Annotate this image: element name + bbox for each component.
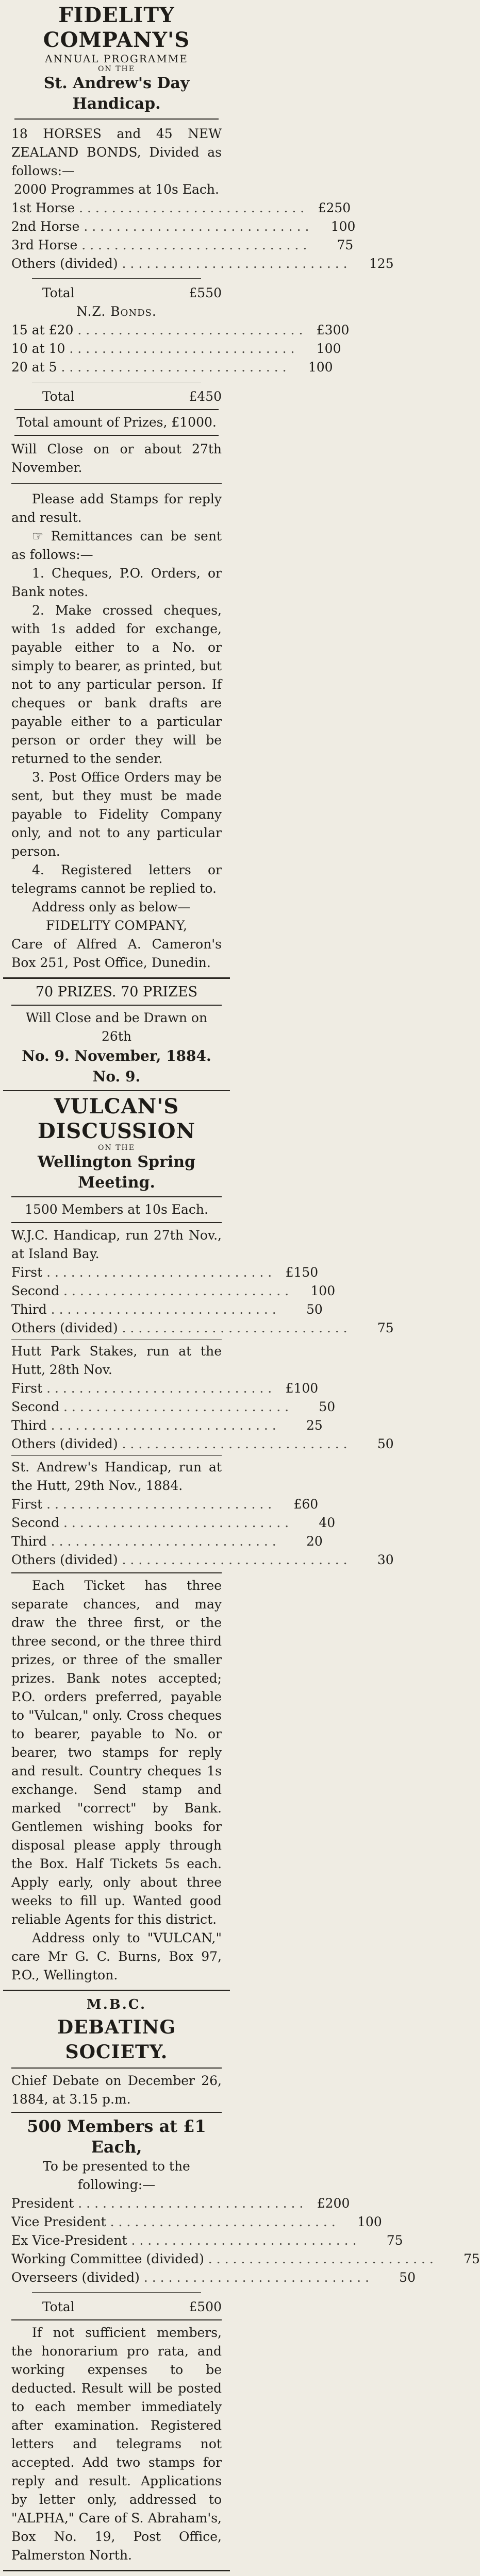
prize-amount: 100	[310, 1283, 336, 1298]
prize-amount: 40	[319, 1515, 336, 1530]
vulcan-title: VULCAN'S	[54, 1094, 179, 1118]
divider	[11, 2319, 222, 2320]
mbc-advert	[0, 1991, 480, 2570]
prize-row	[11, 1398, 336, 1416]
prize-amount: 30	[377, 1552, 394, 1567]
prize-row	[11, 2213, 382, 2231]
prize-label: Overseers (divided) . . .	[11, 2268, 369, 2287]
prize-row	[11, 321, 350, 340]
vulcan-on-the: ON THE	[98, 1144, 135, 1152]
prize-label: 10 at 10 . . .	[11, 340, 295, 358]
divider	[11, 1005, 222, 1006]
instruction-item: 1. Cheques, P.O. Orders, or Bank notes.	[11, 566, 222, 599]
prize-label: Second . . .	[11, 1514, 289, 1532]
prize-label: First . . .	[11, 1263, 272, 1282]
prize-row	[11, 255, 394, 273]
prize-row	[11, 2250, 480, 2268]
prize-amount: 100	[330, 219, 356, 234]
vulcan-body: Each Ticket has three separate chances, and may draw the three first, or the three second, or the three third prizes, or three of the smaller prizes. Bank notes accepted; P.O. orders preferred, payable to "Vulcan," only. Cross cheques to bearer, payable to No. or bearer, two stamps for reply and result. Country cheques 1s exchange. Send stamp and marked "correct" by Bank. Gentlemen wishing books for disposal please apply through the Box. Half Tickets 5s each. Apply early, only about three weeks to fill up. Wanted good reliable Agents for this district.	[11, 1578, 222, 1927]
prize-label: Third . . .	[11, 1300, 276, 1319]
fidelity-horse-total: Total £550	[42, 285, 222, 300]
vulcan-race1: W.J.C. Handicap, run 27th Nov., at Island Bay.	[11, 1228, 222, 1261]
prize-label: Others (divided) . . .	[11, 1551, 347, 1569]
mbc-subtitle: DEBATING SOCIETY.	[57, 2016, 176, 2063]
fidelity-instructions	[11, 564, 222, 898]
vulcan-race2-prizes	[11, 1379, 394, 1453]
prize-amount: 20	[306, 1534, 323, 1549]
prize-row	[11, 1282, 336, 1300]
prize-row	[11, 2194, 350, 2213]
mbc-title: M.B.C.	[86, 1997, 147, 2012]
fidelity-advert	[0, 0, 394, 977]
prize-amount: 100	[357, 2214, 382, 2229]
prize-amount: 75	[464, 2251, 480, 2266]
divider	[11, 2112, 222, 2113]
instruction-item: 4. Registered letters or telegrams cannot be replied to.	[11, 862, 222, 896]
prize-label: Second . . .	[11, 1398, 289, 1416]
fidelity-close-line: Will Close on or about 27th November.	[11, 442, 222, 475]
mbc-body: If not sufficient members, the honorarium pro rata, and working expenses to be deducted. Result will be posted to each member immediately after examination. Registered letters and telegrams not accepted. Add two stamps for reply and result. Applications by letter only, addressed to "ALPHA," Care of S. Abraham's, Box No. 19, Post Office, Palmerston North.	[11, 2325, 222, 2563]
vulcan-race1-prizes	[11, 1263, 394, 1337]
mbc-presented-line: To be presented to the following:—	[43, 2159, 190, 2192]
prize-amount: 125	[369, 256, 394, 271]
mbc-chief-line: Chief Debate on December 26, 1884, at 3.15 p.m.	[11, 2073, 222, 2107]
fidelity-title: FIDELITY COMPANY'S	[43, 3, 190, 52]
prize-label: Others (divided) . . .	[11, 1435, 347, 1453]
fidelity-stamps-note: Please add Stamps for reply and result.	[11, 492, 222, 525]
prize-row	[11, 340, 341, 358]
prize-label: Working Committee (divided) . . .	[11, 2250, 434, 2268]
seventy-prizes-advert	[0, 979, 233, 1087]
prize-amount: 75	[386, 2233, 403, 2248]
seventy-draw-date: No. 9. November, 1884. No. 9.	[22, 1047, 211, 1085]
divider	[11, 1222, 222, 1223]
prize-label: 1st Horse . . .	[11, 199, 304, 217]
prize-row	[11, 1532, 323, 1551]
prize-amount: 75	[377, 1320, 394, 1335]
prize-row	[11, 2268, 416, 2287]
pointing-hand-icon: ☞	[32, 529, 44, 544]
mbc-total: Total £500	[42, 2299, 222, 2314]
fidelity-on-the: ON THE	[98, 65, 135, 73]
prize-label: 20 at 5 . . .	[11, 358, 287, 377]
prize-amount: 25	[306, 1418, 323, 1433]
prize-row	[11, 199, 351, 217]
prize-label: President . . .	[11, 2194, 303, 2213]
fidelity-programmes-line: 2000 Programmes at 10s Each.	[14, 182, 219, 197]
vulcan-address: Address only to "VULCAN," care Mr G. C. Burns, Box 97, P.O., Wellington.	[11, 1930, 222, 1982]
prize-row	[11, 236, 354, 255]
divider	[11, 1455, 222, 1456]
divider	[32, 278, 201, 279]
vulcan-race3-prizes	[11, 1495, 394, 1569]
prize-amount: £100	[285, 1381, 319, 1396]
prize-label: Second . . .	[11, 1282, 289, 1300]
vulcan-members-line: 1500 Members at 10s Each.	[25, 1202, 208, 1217]
prize-amount: 100	[308, 360, 333, 375]
vulcan-event: Wellington Spring Meeting.	[37, 1153, 196, 1192]
prize-amount: £300	[316, 323, 350, 337]
instruction-item: 2. Make crossed cheques, with 1s added for exchange, payable either to a No. or simply to bearer, as printed, but not to any particular person. If cheques or bank drafts are payable either to a particular person or order they will be returned to the sender.	[11, 603, 222, 766]
prize-row	[11, 358, 333, 377]
fidelity-address-intro: Address only as below—	[32, 900, 191, 914]
prize-row	[11, 1379, 319, 1398]
prize-row	[11, 1435, 394, 1453]
prize-amount: £250	[318, 200, 351, 215]
mbc-members-line: 500 Members at £1 Each,	[27, 2116, 206, 2157]
prize-label: Third . . .	[11, 1416, 276, 1435]
fidelity-company: FIDELITY COMPANY,	[45, 918, 188, 933]
fidelity-bonds-heading: N.Z. Bonds.	[76, 304, 157, 319]
prize-label: 15 at £20 . . .	[11, 321, 303, 340]
prize-label: Third . . .	[11, 1532, 276, 1551]
prize-label: Vice President . . .	[11, 2213, 336, 2231]
vulcan-race3: St. Andrew's Handicap, run at the Hutt, 29th Nov., 1884.	[11, 1460, 222, 1493]
divider	[11, 1196, 222, 1197]
divider	[11, 1572, 222, 1573]
prize-amount: 75	[337, 238, 354, 252]
prize-amount: 50	[319, 1399, 336, 1414]
divider	[32, 2292, 201, 2293]
prize-amount: 100	[316, 341, 341, 356]
fidelity-address: Care of Alfred A. Cameron's Box 251, Post Office, Dunedin.	[11, 937, 222, 970]
fidelity-subtitle: ANNUAL PROGRAMME	[45, 53, 188, 65]
divider	[11, 2067, 222, 2069]
fidelity-total-prizes: Total amount of Prizes, £1000.	[16, 415, 217, 430]
mbc-prizes	[11, 2194, 480, 2287]
prize-label: 2nd Horse . . .	[11, 217, 309, 236]
prize-amount: £200	[317, 2196, 350, 2211]
divider	[11, 483, 222, 484]
prize-row	[11, 217, 356, 236]
prize-label: First . . .	[11, 1379, 272, 1398]
prize-row	[11, 1300, 323, 1319]
fidelity-horse-prizes	[11, 199, 394, 273]
prize-label: Ex Vice-President . . .	[11, 2231, 357, 2250]
divider	[14, 435, 219, 436]
prize-label: First . . .	[11, 1495, 272, 1514]
prize-row	[11, 1263, 319, 1282]
prize-label: 3rd Horse . . .	[11, 236, 307, 255]
prize-amount: 50	[377, 1436, 394, 1451]
fidelity-horses-line: 18 HORSES and 45 NEW ZEALAND BONDS, Divided as follows:—	[11, 126, 222, 178]
seventy-draw-line: Will Close and be Drawn on 26th	[25, 1010, 208, 1044]
fidelity-remittances-line: ☞ Remittances can be sent as follows:—	[11, 529, 222, 562]
prize-label: Others (divided) . . .	[11, 255, 347, 273]
fidelity-event: St. Andrew's Day Handicap.	[43, 74, 190, 113]
prize-row	[11, 1514, 336, 1532]
prize-row	[11, 1495, 319, 1514]
vulcan-advert	[0, 1091, 394, 1990]
prize-amount: £60	[293, 1497, 319, 1512]
divider	[14, 409, 219, 410]
fidelity-bond-prizes	[11, 321, 350, 377]
prize-row	[11, 1551, 394, 1569]
prize-label: Others (divided) . . .	[11, 1319, 347, 1337]
prize-row	[11, 1319, 394, 1337]
prize-amount: 50	[306, 1302, 323, 1317]
fidelity-bond-total: Total £450	[42, 389, 222, 404]
vulcan-race2: Hutt Park Stakes, run at the Hutt, 28th Nov.	[11, 1344, 222, 1377]
prize-row	[11, 2231, 403, 2250]
seventy-header: 70 PRIZES. 70 PRIZES	[35, 984, 198, 1000]
vulcan-subtitle: DISCUSSION	[37, 1119, 195, 1143]
huff-advert	[0, 2571, 233, 2576]
prize-amount: £150	[285, 1265, 319, 1280]
instruction-item: 3. Post Office Orders may be sent, but they must be made payable to Fidelity Company only, and not to any particular person.	[11, 770, 222, 859]
prize-amount: 50	[399, 2270, 416, 2285]
prize-row	[11, 1416, 323, 1435]
